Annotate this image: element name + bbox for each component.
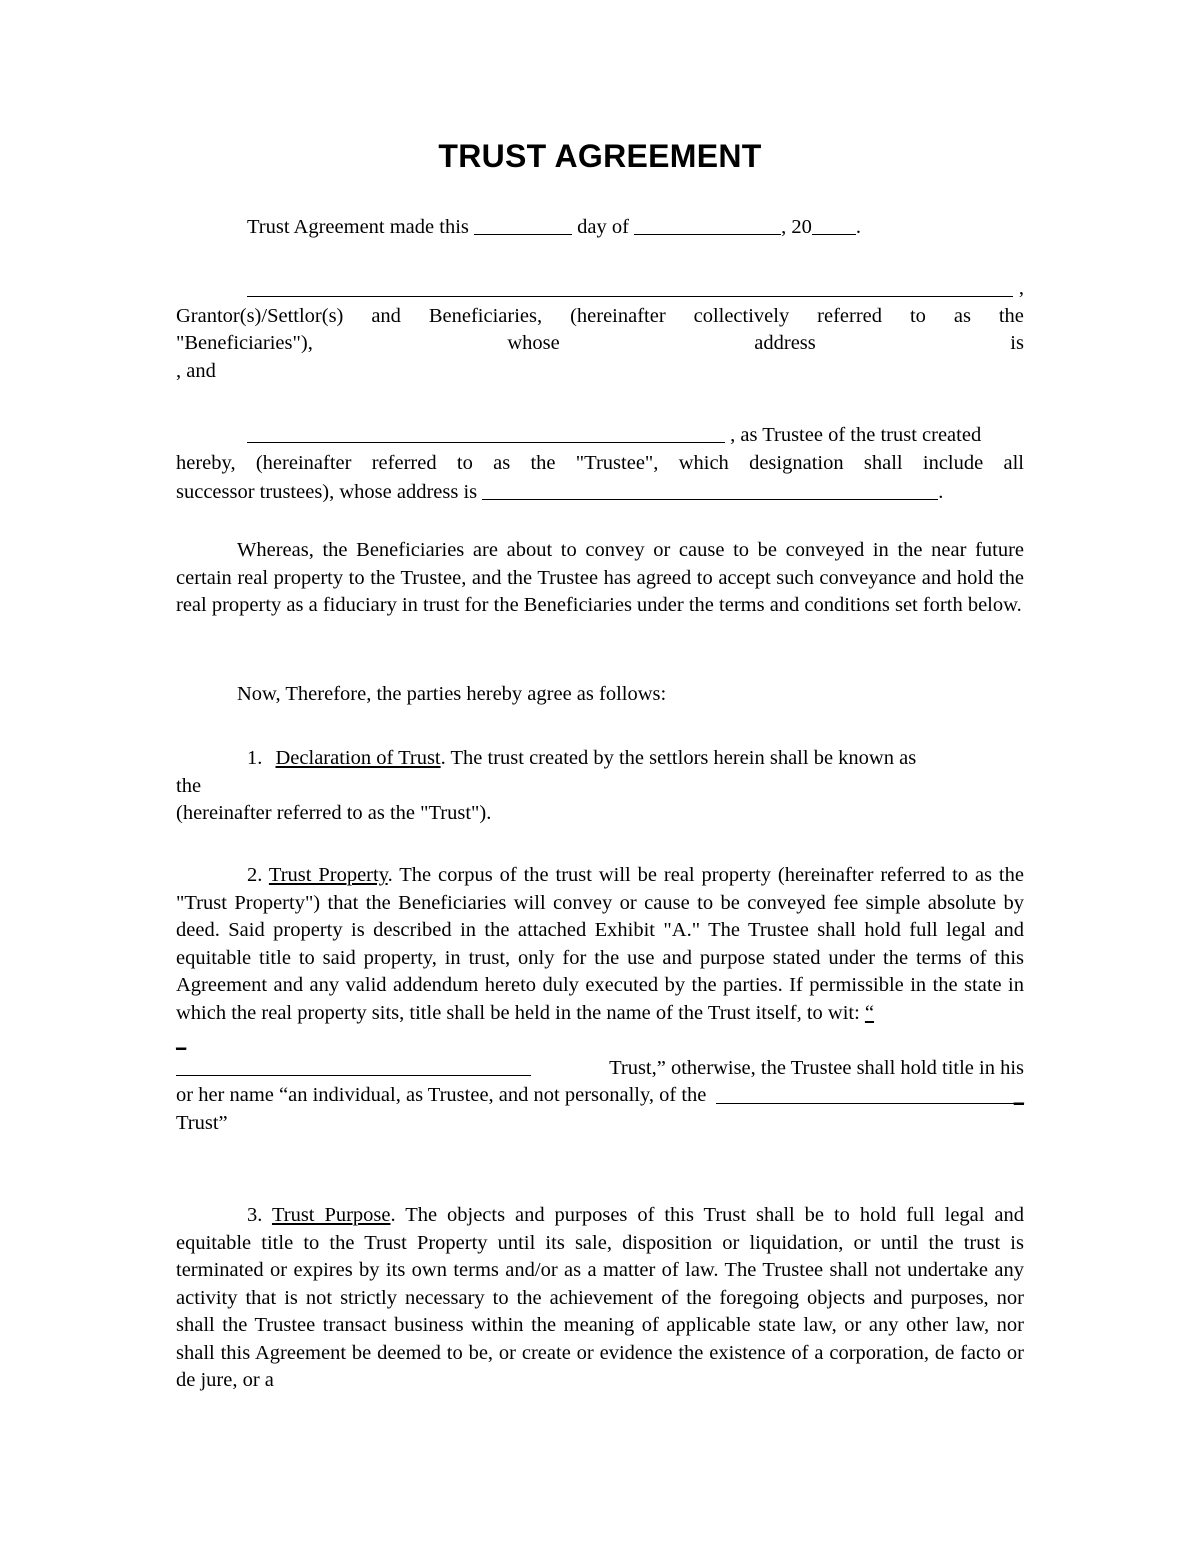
section-3-heading: Trust Purpose xyxy=(271,1204,391,1226)
word: as xyxy=(953,304,971,327)
word: (hereinafter xyxy=(570,304,666,327)
grantor-line-3: , and xyxy=(176,359,216,382)
name-line-text: or her name “an individual, as Trustee, and not personally, of the xyxy=(176,1084,707,1106)
section-1-number: 1. xyxy=(247,747,263,769)
made-this-end: . xyxy=(855,216,861,238)
grantor-line-1 xyxy=(176,303,1024,331)
section-3-number: 3. xyxy=(247,1204,263,1226)
word: Grantor(s)/Settlor(s) xyxy=(176,304,344,327)
section-1-heading: Declaration of Trust xyxy=(275,747,441,769)
section-1-line-2: the xyxy=(176,774,202,797)
trustee-text: hereby, (hereinafter referred to as the "Trustee", which designation shall include all xyxy=(176,451,1024,474)
trustee-address-label: successor trustees), whose address is xyxy=(176,481,478,503)
trust-line-text: Trust,” otherwise, the Trustee shall hold title in his xyxy=(609,1056,1024,1079)
document-title: TRUST AGREEMENT xyxy=(438,138,762,174)
grantor-name-blank xyxy=(247,296,1013,297)
trust-name-blank-2 xyxy=(716,1103,1013,1104)
trustee-address-blank xyxy=(482,479,938,500)
now-therefore: Now, Therefore, the parties hereby agree as follows: xyxy=(237,683,667,705)
month-blank xyxy=(634,214,781,235)
word: and xyxy=(371,304,401,327)
word: whose xyxy=(507,332,560,354)
word: referred xyxy=(817,304,883,327)
underscore-mark: _ xyxy=(176,1029,187,1051)
section-2-underscore xyxy=(176,1027,1024,1055)
word: to xyxy=(909,304,926,327)
grantor-block xyxy=(176,275,1024,385)
year-prefix: , 20 xyxy=(781,216,812,238)
trustee-block xyxy=(176,420,1024,507)
word: the xyxy=(998,304,1024,327)
made-this-label: Trust Agreement made this xyxy=(247,216,469,238)
day-blank xyxy=(474,214,572,235)
section-2-trust-line xyxy=(176,1055,1024,1083)
word: Beneficiaries, xyxy=(428,304,543,327)
day-of-label: day of xyxy=(577,216,629,238)
trustee-line-2 xyxy=(176,450,1024,478)
section-1-text: . The trust created by the settlors herein shall be known as xyxy=(440,747,917,769)
section-3-text: . The objects and purposes of this Trust shall be to hold full legal and equitable title to the Trust Property until its sale, disposition or liquidation, or until the trust is terminated or expires by its own terms and/or as a matter of law. The Trustee shall not undertake any activity that is not strictly necessary to the achievement of the foregoing objects and purposes, nor shall the Trustee transact business within the meaning of applicable state law, or any other law, nor shall this Agreement be deemed to be, or create or evidence the existence of a corporation, de facto or de jure, or a xyxy=(176,1204,1024,1391)
whereas-paragraph: Whereas, the Beneficiaries are about to convey or cause to be conveyed in the near future certain real property to the Trustee, and the Trustee has agreed to accept such conveyance and hold the real property as a fiduciary in trust for the Beneficiaries under the terms and conditions set forth below. xyxy=(176,539,1024,616)
section-2-text: . The corpus of the trust will be real property (hereinafter referred to as the "Trust Property") that the Beneficiaries will convey or cause to be conveyed fee simple absolute by deed. Said property is described in the attached Exhibit "A." The Trustee shall hold full legal and equitable title to said property, in trust, only for the use and purpose stated under the terms of this Agreement and any valid addendum hereto duly executed by the parties. If permissible in the state in which the real property sits, title shall be held in the name of the Trust itself, to wit: xyxy=(176,864,1024,1024)
section-2 xyxy=(176,862,1024,1137)
trustee-name-blank xyxy=(247,422,725,443)
section-2-last: Trust” xyxy=(176,1111,228,1134)
section-2-quote-open: “ xyxy=(864,1001,875,1024)
grantor-line-end: , xyxy=(1018,277,1024,299)
trust-name-blank xyxy=(176,1075,531,1076)
trustee-line-end: . xyxy=(938,481,944,503)
section-2-name-line xyxy=(176,1082,1024,1110)
made-this-line xyxy=(176,212,1024,242)
name-line-end: _ xyxy=(1013,1084,1024,1106)
word: "Beneficiaries"), xyxy=(176,332,313,354)
word: collectively xyxy=(693,304,790,327)
word: is xyxy=(1010,332,1024,354)
section-2-number: 2. xyxy=(247,864,263,886)
grantor-line-2 xyxy=(176,330,1024,358)
word: address xyxy=(754,332,816,354)
section-3 xyxy=(176,1202,1024,1395)
year-blank xyxy=(812,214,856,235)
section-2-heading: Trust Property xyxy=(268,864,388,886)
section-1-line-3: (hereinafter referred to as the "Trust"). xyxy=(176,802,492,824)
trustee-line-1: , as Trustee of the trust created xyxy=(730,424,982,446)
section-1 xyxy=(176,745,1024,828)
